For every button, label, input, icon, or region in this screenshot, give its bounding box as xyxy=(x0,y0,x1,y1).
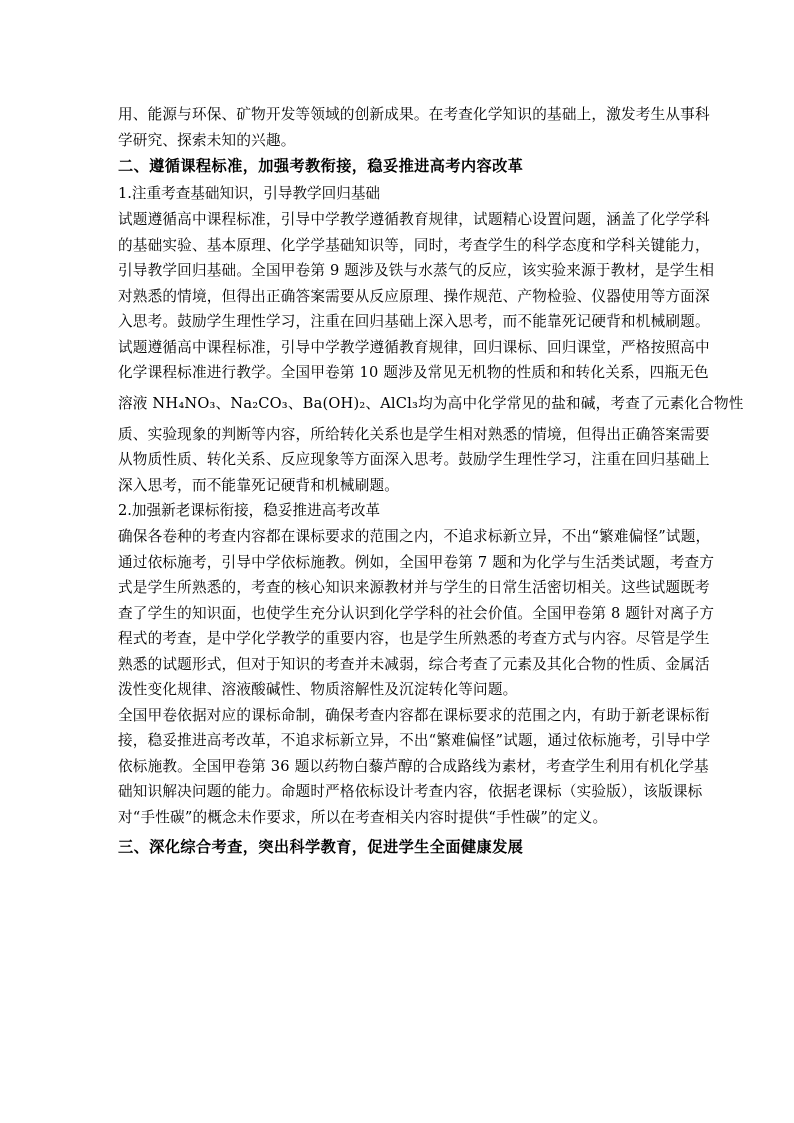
paragraph-line: 试题遵循高中课程标准，引导中学教学遵循教育规律，回归课标、回归课堂，严格按照高中 xyxy=(118,338,710,356)
paragraph-line: 试题遵循高中课程标准，引导中学教学遵循教育规律，试题精心设置问题，涵盖了化学学科 xyxy=(118,211,710,228)
paragraph-line: 从物质性质、转化关系、反应现象等方面深入思考。鼓励学生理性学习，注重在回归基础上 xyxy=(118,451,710,468)
paragraph-line: 用、能源与环保、矿物开发等领域的创新成果。在考查化学知识的基础上，激发考生从事科 xyxy=(118,106,710,123)
paragraph-line: 式是学生所熟悉的，考查的核心知识来源教材并与学生的日常生活密切相关。这些试题既考 xyxy=(118,579,710,596)
paragraph-line: 确保各卷种的考查内容都在课标要求的范围之内，不追求标新立异，不出“繁难偏怪”试题， xyxy=(118,528,711,545)
subsection-heading: 1.注重考查基础知识，引导教学回归基础 xyxy=(118,185,381,202)
paragraph-line: 质、实验现象的判断等内容，所给转化关系也是学生相对熟悉的情境，但得出正确答案需要 xyxy=(118,425,710,443)
paragraph-line: 接，稳妥推进高考改革，不追求标新立异，不出“繁难偏怪”试题，通过依标施考，引导中学 xyxy=(118,732,711,749)
paragraph-line: 引导教学回归基础。全国甲卷第 9 题涉及铁与水蒸气的反应，该实验来源于教材，是学生相 xyxy=(118,262,715,279)
chemical-formula-line: 溶液 NH₄NO₃、Na₂CO₃、Ba(OH)₂、AlCl₃均为高中化学常见的盐和碱，考查了元素化合物性 xyxy=(118,394,744,412)
subsection-heading: 2.加强新老课标衔接，稳妥推进高考改革 xyxy=(118,502,381,519)
section-heading: 三、深化综合考查，突出科学教育，促进学生全面健康发展 xyxy=(118,838,524,856)
paragraph-line: 础知识解决问题的能力。命题时严格依标设计考查内容，依据老课标（实验版），该版课标 xyxy=(118,783,703,800)
paragraph-line: 通过依标施考，引导中学依标施教。例如，全国甲卷第 7 题和为化学与生活类试题，考查方 xyxy=(118,553,715,571)
paragraph-line: 依标施教。全国甲卷第 36 题以药物白藜芦醇的合成路线为素材，考查学生利用有机化学基 xyxy=(118,757,709,775)
paragraph-line: 入思考。鼓励学生理性学习，注重在回归基础上深入思考，而不能靠死记硬背和机械刷题。 xyxy=(118,313,710,330)
document-page xyxy=(118,102,744,862)
paragraph-line: 熟悉的试题形式，但对于知识的考查并未减弱，综合考查了元素及其化合物的性质、金属活 xyxy=(118,655,710,673)
paragraph-line: 对熟悉的情境，但得出正确答案需要从反应原理、操作规范、产物检验、仪器使用等方面深 xyxy=(118,287,710,305)
paragraph-line: 化学课程标准进行教学。全国甲卷第 10 题涉及常见无机物的性质和和转化关系，四瓶无色 xyxy=(118,364,709,381)
paragraph-line: 对“手性碳”的概念未作要求，所以在考查相关内容时提供“手性碳”的定义。 xyxy=(118,808,608,826)
paragraph-line: 的基础实验、基本原理、化学学基础知识等，同时，考查学生的科学态度和学科关键能力， xyxy=(118,236,710,254)
paragraph-line: 程式的考查，是中学化学教学的重要内容，也是学生所熟悉的考查方式与内容。尽管是学生 xyxy=(118,630,710,647)
paragraph-line: 深入思考，而不能靠死记硬背和机械刷题。 xyxy=(118,476,400,494)
section-heading: 二、遵循课程标准，加强考教衔接，稳妥推进高考内容改革 xyxy=(118,157,524,175)
paragraph-line: 全国甲卷依据对应的课标命制，确保考查内容都在课标要求的范围之内，有助于新老课标衔 xyxy=(118,706,710,724)
paragraph-line: 泼性变化规律、溶液酸碱性、物质溶解性及沉淀转化等问题。 xyxy=(118,681,518,698)
paragraph-line: 学研究、探索未知的兴趣。 xyxy=(118,131,296,149)
paragraph-line: 查了学生的知识面，也使学生充分认识到化学学科的社会价值。全国甲卷第 8 题针对离子方 xyxy=(118,604,715,622)
